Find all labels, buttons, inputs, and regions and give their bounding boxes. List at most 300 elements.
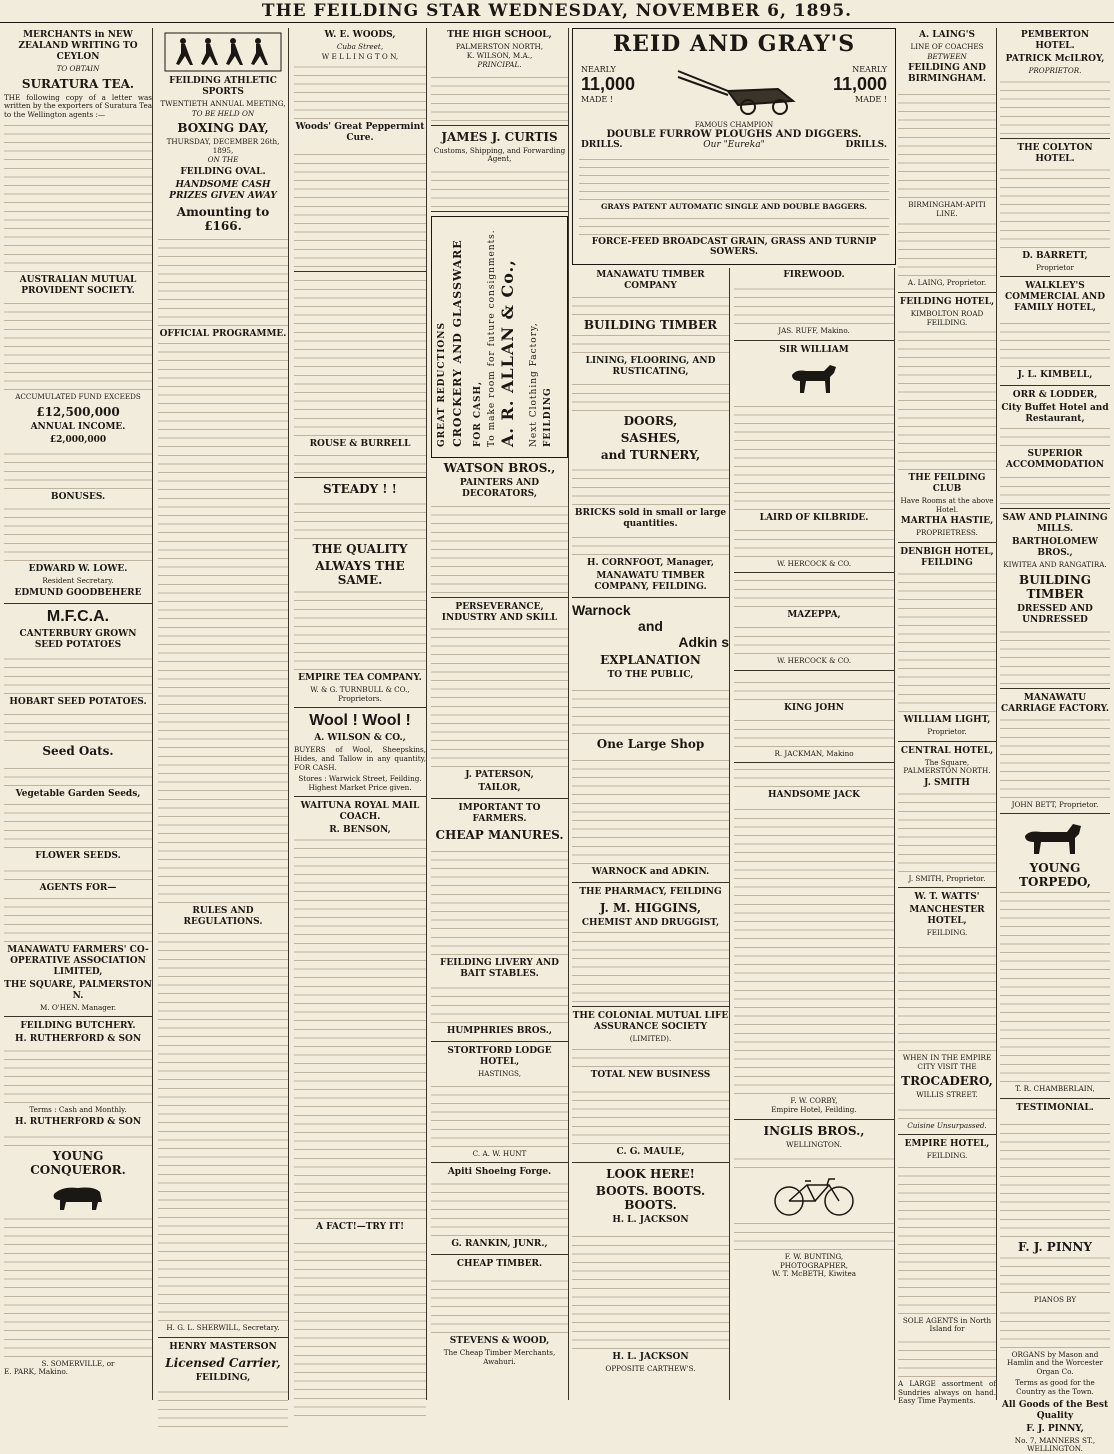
horse-illustration-icon: [784, 359, 844, 397]
amp-bonuses: BONUSES.: [50, 491, 106, 502]
photographer: PHOTOGRAPHER,: [779, 1260, 849, 1270]
turnery: and TURNERY,: [600, 448, 701, 462]
divider: [431, 1254, 568, 1255]
text-block: [734, 577, 894, 607]
waituna: WAITUNA ROYAL MAIL COACH.: [300, 801, 420, 823]
explanation: EXPLANATION: [600, 653, 701, 667]
crockery-cash: FOR CASH,: [473, 380, 483, 447]
crockery-room: To make room for future consignments.: [487, 229, 497, 447]
divider: [898, 887, 996, 888]
watson-sub: PAINTERS AND DECORATORS,: [459, 477, 540, 499]
thursday: THURSDAY, DECEMBER 26th, 1895,: [166, 137, 280, 155]
tailor: TAILOR,: [478, 782, 521, 793]
crockery-feilding: FEILDING: [543, 387, 553, 447]
divider: [4, 603, 152, 604]
surrata-top: MERCHANTS in NEW ZEALAND WRITING TO CEYLON: [18, 30, 138, 62]
divider: [1000, 813, 1110, 814]
bartholomew: BARTHOLOMEW BROS.,: [1011, 537, 1099, 559]
saw: SAW AND PLAINING MILLS.: [1002, 513, 1108, 535]
empire-tea: EMPIRE TEA COMPANY.: [298, 673, 422, 684]
text-block: [734, 527, 894, 557]
mfca-title: M.F.C.A.: [46, 607, 110, 625]
higgins: J. M. HIGGINS,: [599, 901, 702, 915]
kiwitea: KIWITEA AND RANGATIRA.: [1003, 560, 1107, 570]
divider: [734, 572, 894, 573]
text-block: [294, 499, 426, 539]
pinny-2: F. J. PINNY,: [1026, 1423, 1084, 1434]
text-block: [4, 897, 152, 942]
column-4: [431, 28, 569, 1400]
text-block: [431, 1273, 568, 1333]
jackson: H. L. JACKSON: [612, 1214, 689, 1225]
text-block: [1000, 1117, 1110, 1237]
text-block: [898, 330, 996, 470]
divider: [898, 741, 996, 742]
manawatu-farmers: MANAWATU FARMERS' CO-OPERATIVE ASSOCIATION LIMITED,: [7, 944, 149, 977]
walkleys: WALKLEY'S COMMERCIAL AND FAMILY HOTEL,: [1004, 281, 1106, 314]
empire-city: WHEN IN THE EMPIRE CITY VISIT THE: [902, 1052, 992, 1071]
surrata-sub: TO OBTAIN: [56, 64, 100, 73]
text-block: [898, 1103, 996, 1119]
warnock-3: Adkin s: [678, 634, 729, 650]
manchester: MANCHESTER HOTEL,: [909, 905, 985, 927]
limited: (LIMITED).: [629, 1034, 672, 1043]
watts: W. T. WATTS': [914, 892, 980, 903]
text-block: [431, 503, 568, 593]
organs: ORGANS by Mason and Hamlin and the Worcester Organ Co.: [1007, 1349, 1103, 1376]
column-1: [4, 28, 153, 1400]
drills-right: DRILLS.: [845, 140, 887, 150]
text-block: [431, 1181, 568, 1236]
amp-agent: EDMUND GOODBEHERE: [14, 587, 142, 598]
count-right: 11,000: [832, 74, 887, 94]
bunting: F. W. BUNTING,: [784, 1252, 844, 1262]
programme: OFFICIAL PROGRAMME.: [159, 328, 287, 339]
fact: A FACT!—TRY IT!: [315, 1222, 405, 1233]
text-block: [431, 845, 568, 955]
nearly-left: NEARLY: [581, 65, 616, 74]
text-block: [572, 1084, 729, 1144]
seed-oats: Seed Oats.: [42, 743, 114, 758]
text-block: [4, 654, 152, 694]
crockery-allan: A. R. ALLAN & Co.,: [498, 259, 517, 447]
manchester-sub: FEILDING.: [926, 928, 968, 938]
one-large: One Large Shop: [596, 737, 705, 751]
willis: WILLIS STREET.: [916, 1090, 978, 1100]
divider: [1000, 688, 1110, 689]
timber: BUILDING TIMBER: [1019, 572, 1091, 601]
amp-funds: ACCUMULATED FUND EXCEEDS: [15, 392, 141, 402]
barrett-title: Proprietor: [1036, 262, 1074, 272]
inglis-sub: WELLINGTON.: [786, 1139, 842, 1149]
warnock-1: Warnock: [572, 602, 631, 618]
divider: [898, 292, 996, 293]
text-block: [572, 295, 729, 315]
text-block: [572, 465, 729, 505]
stortford: STORTFORD LODGE HOTEL,: [447, 1045, 552, 1067]
steady: STEADY ! !: [323, 482, 397, 497]
manager: M. O'HEN. Manager.: [39, 1002, 117, 1012]
text-block: [4, 122, 152, 272]
park: E. PARK, Makino.: [4, 1367, 68, 1377]
city-buffet: City Buffet Hotel and Restaurant,: [1001, 403, 1109, 425]
lining: LINING, FLOORING, AND RUSTICATING,: [585, 356, 716, 377]
hercock: W. HERCOCK & CO.: [776, 558, 852, 568]
column-2: [158, 28, 289, 1400]
perseverance: PERSEVERANCE, INDUSTRY AND SKILL: [441, 601, 558, 623]
quality: THE QUALITY: [312, 542, 408, 557]
text-block: [1000, 474, 1110, 504]
cheap: CHEAP TIMBER.: [456, 1259, 543, 1270]
building-timber: BUILDING TIMBER: [583, 318, 718, 332]
text-block: [734, 804, 894, 1094]
divider: [572, 882, 729, 883]
text-block: [734, 675, 894, 700]
cuba: Cuba Street,: [336, 42, 384, 51]
tea-proprietors: Proprietors.: [338, 693, 382, 703]
rutherford: H. RUTHERFORD & SON: [14, 1034, 142, 1045]
divider: [431, 211, 568, 212]
ruff: JAS. RUFF, Makino.: [778, 326, 850, 335]
club: THE FEILDING CLUB: [908, 473, 986, 495]
column-6: [734, 268, 895, 1400]
text-block: [158, 1387, 288, 1427]
text-block: [572, 932, 729, 1002]
feilding: FEILDING,: [195, 1372, 251, 1383]
birm-inn: BIRMINGHAM-APITI LINE.: [908, 200, 986, 218]
divider: [734, 1119, 894, 1120]
divider: [572, 597, 729, 598]
divider: [1000, 276, 1110, 277]
bull-illustration-icon: [48, 1180, 108, 1214]
flower: FLOWER SEEDS.: [35, 850, 121, 861]
text-block: [572, 1047, 729, 1067]
text-block: [898, 792, 996, 872]
humphries: HUMPHRIES BROS.,: [446, 1025, 553, 1036]
text-block: [572, 754, 729, 864]
manawatu-timber: MANAWATU TIMBER COMPANY: [596, 270, 705, 291]
rouse: ROUSE & BURRELL: [309, 439, 411, 450]
paterson: J. PATERSON,: [465, 769, 534, 780]
laing: A. LAING'S: [919, 30, 975, 40]
firewood: FIREWOOD.: [783, 270, 845, 280]
crockery-next: Next Clothing Factory,: [529, 322, 539, 447]
count-left: 11,000: [581, 74, 636, 94]
mcilroy-prop: PROPRIETOR.: [1028, 66, 1082, 75]
text-block: [572, 533, 729, 555]
canterbury: CANTERBURY GROWN SEED POTATOES: [19, 628, 137, 650]
chamberlain: T. R. CHAMBERLAIN,: [1015, 1084, 1095, 1094]
highest: Highest Market Price given.: [308, 782, 412, 792]
central: CENTRAL HOTEL,: [900, 745, 994, 756]
mtc: MANAWATU TIMBER COMPANY, FEILDING.: [594, 571, 707, 592]
empire-hotel: Empire Hotel, Feilding.: [771, 1104, 857, 1114]
butchery: FEILDING BUTCHERY.: [20, 1021, 136, 1032]
runners-illustration-icon: [163, 31, 283, 73]
stevens-sub: The Cheap Timber Merchants,: [443, 1348, 556, 1358]
orr: ORR & LODDER,: [1012, 390, 1098, 401]
inglis: INGLIS BROS.,: [763, 1123, 865, 1138]
light-prop: Proprietor.: [927, 726, 967, 736]
reid-gray-ad: [572, 28, 896, 265]
turnbull: W. & G. TURNBULL & CO.,: [310, 685, 410, 695]
text-block: [734, 1152, 894, 1168]
divider: [431, 798, 568, 799]
divider: [431, 1041, 568, 1042]
text-block: [4, 711, 152, 741]
manures: CHEAP MANURES.: [435, 827, 564, 842]
divider: [572, 1162, 729, 1163]
text-block: [898, 572, 996, 712]
corby: F. W. CORBY,: [790, 1096, 838, 1106]
double-furrow: DOUBLE FURROW PLOUGHS AND DIGGERS.: [606, 129, 862, 140]
between: BETWEEN: [927, 51, 967, 61]
rules: RULES AND REGULATIONS.: [183, 905, 263, 927]
reid-title: REID AND GRAY'S: [612, 31, 856, 57]
programme-list: [158, 343, 288, 903]
text-block: [898, 941, 996, 1051]
text-block: [294, 453, 426, 473]
famous: FAMOUS CHAMPION: [694, 121, 774, 129]
twentieth: TWENTIETH ANNUAL MEETING,: [160, 99, 286, 108]
shoeing: Apiti Shoeing Forge.: [447, 1167, 552, 1178]
pinny: F. J. PINNY: [1018, 1239, 1092, 1254]
crockery-reductions: GREAT REDUCTIONS: [437, 321, 447, 447]
line-coaches: LINE OF COACHES: [910, 42, 984, 51]
carrier: Licensed Carrier,: [165, 1355, 281, 1370]
divider: [1000, 138, 1110, 139]
king-john: KING JOHN: [784, 702, 844, 713]
divider: [572, 1006, 729, 1007]
made-right: MADE !: [855, 95, 887, 104]
text-block: [734, 624, 894, 654]
divider: [294, 796, 426, 797]
watson: WATSON BROS.,: [443, 460, 556, 475]
carriage: MANAWATU CARRIAGE FACTORY.: [1000, 692, 1110, 714]
made-left: MADE !: [581, 95, 613, 104]
to-public: TO THE PUBLIC,: [607, 670, 694, 680]
text-block: [4, 1048, 152, 1103]
central-sub: The Square,: [924, 757, 970, 767]
palmerston: PALMERSTON NORTH,: [455, 42, 544, 51]
text-block: [1000, 1308, 1110, 1348]
on-the: ON THE: [207, 155, 239, 165]
curtis-sub: Customs, Shipping, and Forwarding Agent,: [433, 145, 566, 164]
pharmacy: THE PHARMACY, FEILDING: [579, 887, 722, 897]
wool-title: Wool ! Wool !: [309, 712, 411, 730]
square: THE SQUARE, PALMERSTON N.: [4, 979, 152, 1001]
text-block: [4, 803, 152, 848]
text-block: [4, 1131, 152, 1146]
held: TO BE HELD ON: [191, 108, 255, 118]
mcilroy: PATRICK McILROY,: [1005, 54, 1105, 64]
divider: [1000, 1098, 1110, 1099]
rutherford-sign: H. RUTHERFORD & SON: [14, 1116, 142, 1127]
text-block: [898, 1164, 996, 1314]
text-block: [1000, 718, 1110, 798]
hastings: HASTINGS,: [478, 1068, 521, 1078]
divider: [1000, 508, 1110, 509]
divider: [898, 542, 996, 543]
text-block: [294, 276, 426, 436]
divider: [4, 1016, 152, 1017]
rankin: G. RANKIN, JUNR.,: [451, 1239, 548, 1250]
smith-prop: J. SMITH, Proprietor.: [908, 873, 986, 883]
force-feed: FORCE-FEED BROADCAST GRAIN, GRASS AND TURNIP SOWERS.: [591, 237, 877, 257]
boxing-day: BOXING DAY,: [177, 121, 269, 136]
hastie: MARTHA HASTIE,: [900, 516, 994, 527]
amounting: Amounting to £166.: [176, 204, 270, 233]
nearly-right: NEARLY: [852, 65, 887, 74]
bett: JOHN BETT, Proprietor.: [1011, 799, 1099, 809]
sole-agents: SOLE AGENTS in North Island for: [902, 1315, 992, 1334]
athletic-title: FEILDING ATHLETIC SPORTS: [169, 76, 277, 97]
text-block: [294, 147, 426, 267]
masthead-title: THE FEILDING STAR WEDNESDAY, NOVEMBER 6, 1895.: [0, 0, 1114, 23]
amp-heading: AUSTRALIAN MUTUAL PROVIDENT SOCIETY.: [19, 275, 137, 297]
prizes: HANDSOME CASH PRIZES GIVEN AWAY: [169, 179, 277, 201]
hercock-2: W. HERCOCK & CO.: [776, 656, 852, 666]
text-block: [4, 449, 152, 489]
important: IMPORTANT TO FARMERS.: [458, 802, 541, 824]
divider: [294, 477, 426, 478]
pemberton: PEMBERTON HOTEL.: [1020, 30, 1090, 51]
cycle-note: A LARGE assortment of Sundries always on hand. Easy Time Payments.: [898, 1379, 996, 1406]
surrata-intro: THE following copy of a letter was written by the exporters of Suratura Tea to the Wellington agents :—: [4, 92, 152, 119]
text-block: [4, 1217, 152, 1357]
rules-text: [158, 931, 288, 1321]
surrata-title: SURATURA TEA.: [21, 76, 135, 91]
amp-manager: EDWARD W. LOWE.: [28, 563, 128, 574]
barrett: D. BARRETT,: [1022, 250, 1088, 261]
crockery-ad: [431, 216, 568, 458]
henry: HENRY MASTERSON: [169, 1341, 277, 1352]
text-block: [1000, 892, 1110, 1082]
peppermint: Woods' Great Peppermint Cure.: [295, 122, 425, 144]
text-block: [734, 767, 894, 787]
hastie-prop: PROPRIETRESS.: [916, 528, 978, 538]
total: TOTAL NEW BUSINESS: [590, 1069, 711, 1080]
oval: FEILDING OVAL.: [180, 166, 266, 177]
boots: BOOTS. BOOTS. BOOTS.: [595, 1183, 706, 1212]
jackson-sign: H. L. JACKSON: [612, 1351, 689, 1362]
woods-name: W. E. WOODS,: [324, 30, 396, 40]
look-here: LOOK HERE!: [606, 1166, 695, 1181]
text-block: [4, 761, 152, 786]
stevens: STEVENS & WOOD,: [449, 1336, 550, 1347]
doors: DOORS,: [623, 414, 678, 428]
text-block: [1000, 317, 1110, 367]
wilson: A. WILSON & CO.,: [314, 733, 406, 744]
kimbell: J. L. KIMBELL,: [1017, 370, 1093, 381]
sashes: SASHES,: [620, 431, 681, 445]
bicycle-illustration-icon: [769, 1171, 859, 1217]
text-block: [572, 684, 729, 734]
colonial: THE COLONIAL MUTUAL LIFE ASSURANCE SOCIETY: [572, 1011, 729, 1032]
amp-income: ANNUAL INCOME.: [30, 421, 126, 432]
empire: EMPIRE HOTEL,: [904, 1139, 990, 1150]
amp-funds-value: £12,500,000: [36, 404, 120, 419]
hobart: HOBART SEED POTATOES.: [9, 696, 147, 707]
manners: No. 7, MANNERS ST., WELLINGTON.: [1014, 1435, 1096, 1454]
text-block: [1000, 79, 1110, 134]
birm: FEILDING AND BIRMINGHAM.: [908, 63, 986, 85]
livery: FEILDING LIVERY AND BAIT STABLES.: [439, 957, 559, 979]
divider: [1000, 385, 1110, 386]
empire-sub: FEILDING.: [926, 1151, 968, 1161]
testimonial: TESTIMONIAL.: [1016, 1102, 1094, 1113]
text-block: [431, 627, 568, 767]
text-block: [1000, 168, 1110, 248]
text-block: [734, 1220, 894, 1250]
text-block: [1000, 428, 1110, 446]
central-sub2: PALMERSTON NORTH.: [903, 766, 991, 776]
principal: PRINCIPAL.: [477, 60, 522, 70]
text-block: [431, 73, 568, 121]
stores: Stores : Warwick Street, Feilding.: [298, 774, 422, 784]
torpedo: YOUNG TORPEDO,: [1019, 861, 1091, 890]
denbigh: DENBIGH HOTEL, FEILDING: [900, 546, 994, 568]
colyton: THE COLYTON HOTEL.: [1017, 142, 1093, 164]
divider: [294, 707, 426, 708]
amp-manager-title: Resident Secretary.: [42, 575, 114, 585]
text-block: [898, 88, 996, 198]
text-block: [4, 865, 152, 880]
buyers: BUYERS of Wool, Sheepskins, Hides, and Tallow in any quantity, FOR CASH.: [294, 745, 426, 772]
text-block: [431, 1082, 568, 1147]
benson: R. BENSON,: [329, 825, 391, 836]
text-block: [572, 1229, 729, 1349]
awahuri: Awahuri.: [483, 1356, 516, 1366]
pianos: PIANOS BY: [1033, 1294, 1077, 1304]
crockery-glassware: CROCKERY AND GLASSWARE: [451, 239, 464, 447]
divider: [294, 271, 426, 272]
text-block: [294, 590, 426, 670]
warnock-2: and: [638, 618, 663, 634]
terms: Terms as good for the Country as the Town.: [1015, 1378, 1095, 1396]
text-block: [898, 221, 996, 276]
column-5: [572, 268, 730, 1400]
warnock-adkin: WARNOCK and ADKIN.: [591, 867, 710, 877]
wilson-ma: K. WILSON, M.A.,: [466, 50, 533, 60]
amp-income-value: £2,000,000: [49, 434, 107, 445]
divider: [431, 597, 568, 598]
text-block: [734, 717, 894, 747]
jackman: R. JACKMAN, Makino: [774, 748, 854, 758]
divider: [734, 340, 894, 341]
kim-road: KIMBOLTON ROAD FEILDING.: [910, 308, 984, 327]
divider: [431, 125, 568, 126]
divider: [898, 1134, 996, 1135]
drills-left: DRILLS.: [581, 140, 623, 150]
young-conqueror: YOUNG CONQUEROR.: [30, 1148, 126, 1177]
cornfoot: H. CORNFOOT, Manager,: [587, 558, 714, 568]
text-block: [4, 300, 152, 390]
hunt: C. A. W. HUNT: [472, 1148, 527, 1158]
divider: [734, 670, 894, 671]
column-7: [898, 28, 997, 1406]
handsome-jack: HANDSOME JACK: [767, 790, 861, 801]
mazeppa: MAZEPPA,: [787, 610, 841, 621]
same: ALWAYS THE SAME.: [315, 559, 405, 588]
text-block: [898, 1337, 996, 1377]
text-block: [579, 213, 889, 235]
text-block: [431, 167, 568, 207]
sir-william: SIR WILLIAM: [779, 344, 849, 355]
mcbeth: W. T. McBETH, Kiwitea: [771, 1269, 857, 1279]
text-block: [158, 236, 288, 326]
text-block: [294, 64, 426, 119]
